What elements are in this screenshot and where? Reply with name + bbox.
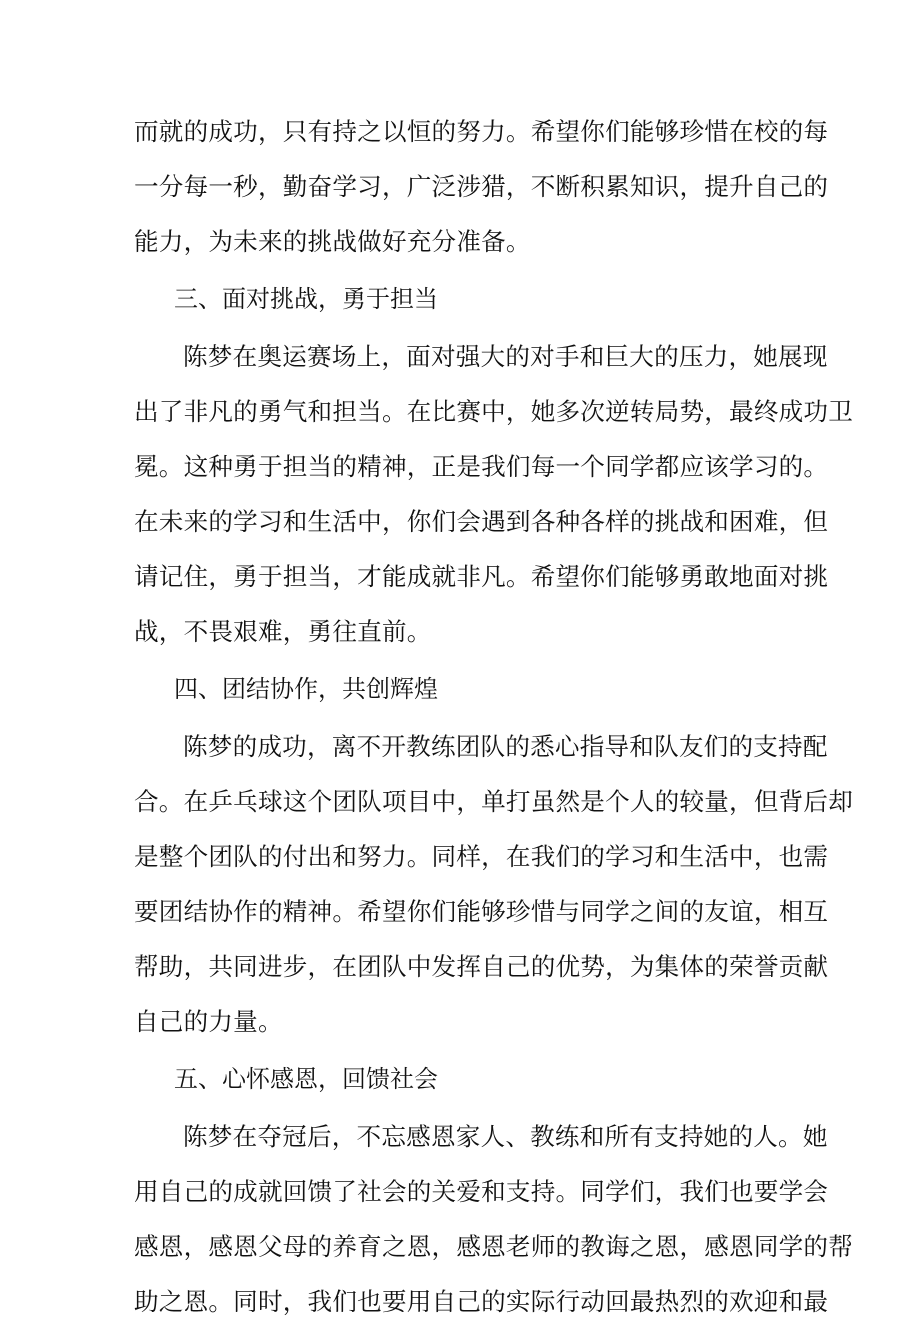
text-line: 出了非凡的勇气和担当。在比赛中，她多次逆转局势，最终成功卫 — [134, 397, 854, 426]
document-body — [134, 104, 854, 1329]
section-3-paragraph — [134, 329, 854, 659]
text-line: 陈梦在夺冠后，不忘感恩家人、教练和所有支持她的人。她 — [183, 1122, 828, 1151]
section-3-heading: 三、面对挑战，勇于担当 — [174, 285, 438, 313]
intro-paragraph — [134, 104, 829, 269]
text-line: 能力，为未来的挑战做好充分准备。 — [134, 227, 531, 256]
section-5 — [134, 1049, 854, 1329]
section-4 — [134, 659, 854, 1049]
text-line: 请记住，勇于担当，才能成就非凡。希望你们能够勇敢地面对挑 — [134, 562, 829, 591]
text-line: 陈梦的成功，离不开教练团队的悉心指导和队友们的支持配 — [183, 732, 828, 761]
text-line: 战，不畏艰难，勇往直前。 — [134, 617, 432, 646]
text-line: 冕。这种勇于担当的精神，正是我们每一个同学都应该学习的。 — [134, 452, 829, 481]
section-4-paragraph — [134, 719, 854, 1049]
text-line: 在未来的学习和生活中，你们会遇到各种各样的挑战和困难，但 — [134, 507, 829, 536]
text-line: 陈梦在奥运赛场上，面对强大的对手和巨大的压力，她展现 — [183, 342, 828, 371]
text-line: 助之恩。同时，我们也要用自己的实际行动回最热烈的欢迎和最 — [134, 1287, 829, 1316]
text-line: 一分每一秒，勤奋学习，广泛涉猎，不断积累知识，提升自己的 — [134, 172, 829, 201]
text-line: 自己的力量。 — [134, 1007, 283, 1036]
text-line: 是整个团队的付出和努力。同样，在我们的学习和生活中，也需 — [134, 842, 829, 871]
section-5-heading: 五、心怀感恩，回馈社会 — [174, 1065, 438, 1093]
text-line: 而就的成功，只有持之以恒的努力。希望你们能够珍惜在校的每 — [134, 117, 829, 146]
section-3 — [134, 269, 854, 659]
section-4-heading: 四、团结协作，共创辉煌 — [174, 675, 438, 703]
text-line: 合。在乒乓球这个团队项目中，单打虽然是个人的较量，但背后却 — [134, 787, 854, 816]
text-line: 用自己的成就回馈了社会的关爱和支持。同学们，我们也要学会 — [134, 1177, 829, 1206]
text-line: 帮助，共同进步，在团队中发挥自己的优势，为集体的荣誉贡献 — [134, 952, 829, 981]
section-5-paragraph — [134, 1109, 854, 1329]
text-line: 感恩，感恩父母的养育之恩，感恩老师的教诲之恩，感恩同学的帮 — [134, 1232, 854, 1261]
text-line: 要团结协作的精神。希望你们能够珍惜与同学之间的友谊，相互 — [134, 897, 829, 926]
